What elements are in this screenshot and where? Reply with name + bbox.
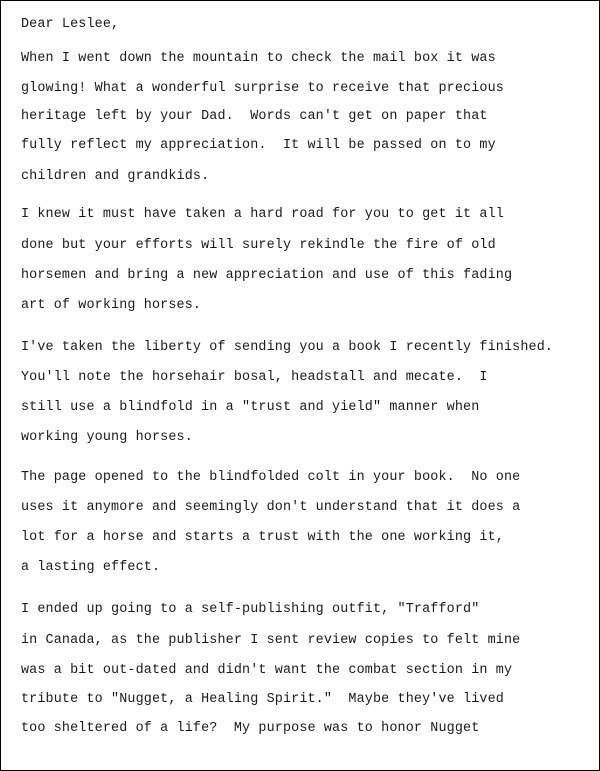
- salutation: Dear Leslee,: [21, 17, 120, 32]
- letter-line: art of working horses.: [21, 298, 202, 313]
- letter-line: When I went down the mountain to check the mail box it was: [21, 51, 496, 66]
- letter-line: lot for a horse and starts a trust with the one working it,: [21, 530, 504, 545]
- letter-line: a lasting effect.: [21, 560, 161, 575]
- letter-line: tribute to "Nugget, a Healing Spirit." Maybe they've lived: [21, 692, 504, 707]
- letter-line: You'll note the horsehair bosal, headstall and mecate. I: [21, 370, 488, 385]
- letter-line: too sheltered of a life? My purpose was to honor Nugget: [21, 721, 480, 736]
- letter-line: I knew it must have taken a hard road for you to get it all: [21, 207, 504, 222]
- letter-line: horsemen and bring a new appreciation and use of this fading: [21, 268, 513, 283]
- letter-line: in Canada, as the publisher I sent review copies to felt mine: [21, 633, 521, 648]
- letter-line: glowing! What a wonderful surprise to receive that precious: [21, 81, 504, 96]
- letter-line: uses it anymore and seemingly don't understand that it does a: [21, 500, 521, 515]
- letter-line: done but your efforts will surely rekindle the fire of old: [21, 238, 496, 253]
- letter-line: working young horses.: [21, 430, 193, 445]
- letter-line: was a bit out-dated and didn't want the combat section in my: [21, 663, 513, 678]
- letter-line: still use a blindfold in a "trust and yield" manner when: [21, 400, 480, 415]
- letter-line: The page opened to the blindfolded colt in your book. No one: [21, 470, 521, 485]
- letter-line: children and grandkids.: [21, 169, 210, 184]
- letter-line: I've taken the liberty of sending you a book I recently finished.: [21, 340, 554, 355]
- letter-line: heritage left by your Dad. Words can't get on paper that: [21, 109, 488, 124]
- letter-line: fully reflect my appreciation. It will be passed on to my: [21, 138, 496, 153]
- letter-line: I ended up going to a self-publishing outfit, "Trafford": [21, 602, 480, 617]
